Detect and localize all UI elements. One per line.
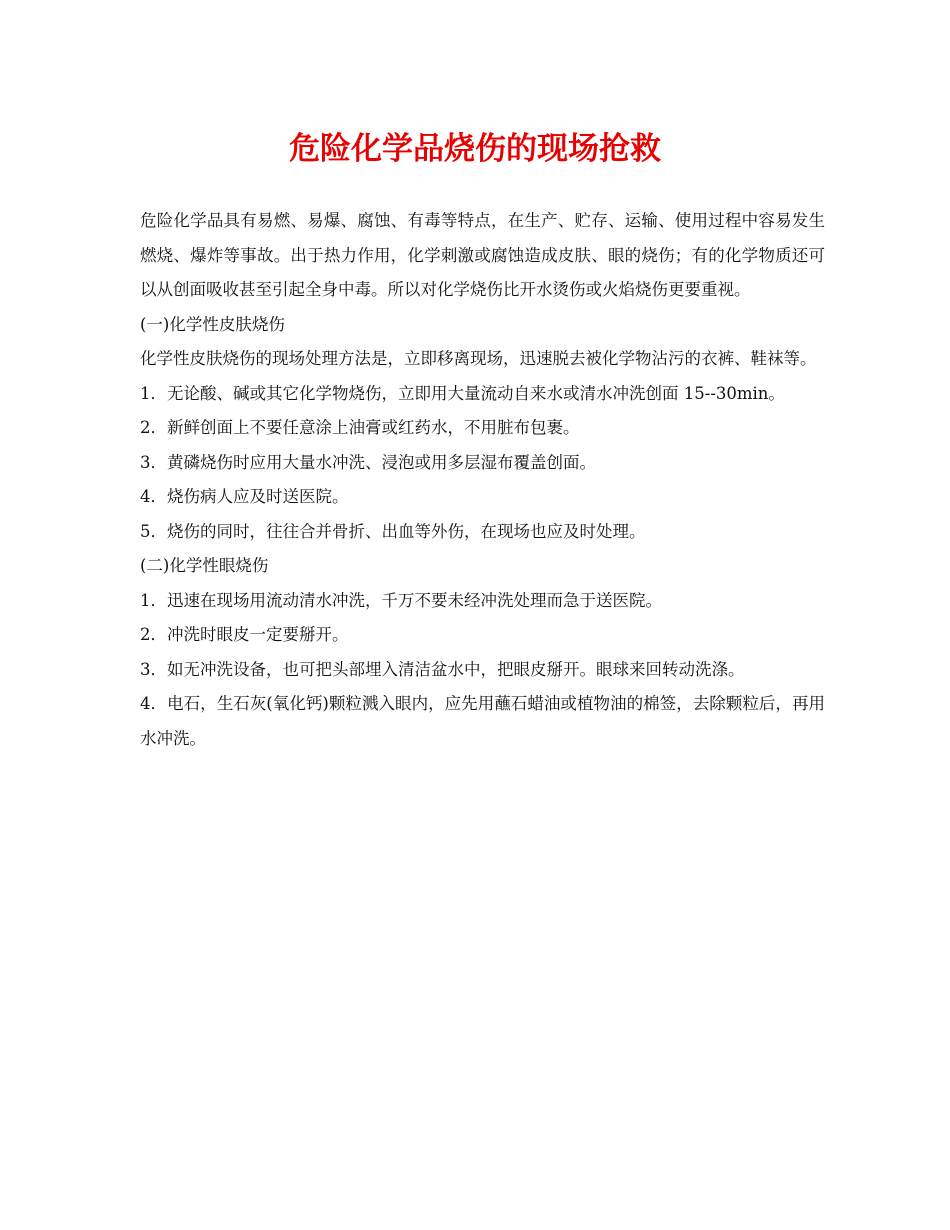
section-heading-skin-burns: (一)化学性皮肤烧伤 — [140, 314, 285, 334]
list-item: 3．黄磷烧伤时应用大量水冲洗、浸泡或用多层湿布覆盖创面。 — [140, 452, 596, 472]
list-item: 3．如无冲洗设备，也可把头部埋入清洁盆水中，把眼皮掰开。眼球来回转动洗涤。 — [140, 659, 745, 679]
list-item: 4．电石，生石灰(氧化钙)颗粒溅入眼内，应先用蘸石蜡油或植物油的棉签，去除颗粒后，再用水冲洗。 — [140, 694, 825, 748]
list-item: 2．冲洗时眼皮一定要掰开。 — [140, 625, 349, 644]
list-item: 1．无论酸、碱或其它化学物烧伤，立即用大量流动自来水或清水冲洗创面 15--30min。 — [140, 383, 785, 403]
document-title: 危险化学品烧伤的现场抢救 — [289, 131, 661, 167]
intro-paragraph: 危险化学品具有易燃、易爆、腐蚀、有毒等特点，在生产、贮存、运输、使用过程中容易发生燃烧、爆炸等事故。出于热力作用，化学刺激或腐蚀造成皮肤、眼的烧伤；有的化学物质还可以从创面吸收甚至引起全身中毒。所以对化学烧伤比开水烫伤或火焰烧伤更要重视。 — [140, 211, 825, 299]
section-heading-eye-burns: (二)化学性眼烧伤 — [140, 556, 269, 575]
list-item: 4．烧伤病人应及时送医院。 — [140, 487, 349, 506]
list-item: 5．烧伤的同时，往往合并骨折、出血等外伤，在现场也应及时处理。 — [140, 521, 646, 541]
document-body — [140, 204, 825, 756]
skin-burns-lead-paragraph: 化学性皮肤烧伤的现场处理方法是，立即移离现场，迅速脱去被化学物沾污的衣裤、鞋袜等。 — [140, 349, 817, 368]
list-item: 2．新鲜创面上不要任意涂上油膏或红药水，不用脏布包裹。 — [140, 418, 580, 437]
list-item: 1．迅速在现场用流动清水冲洗，千万不要未经冲洗处理而急于送医院。 — [140, 590, 662, 610]
